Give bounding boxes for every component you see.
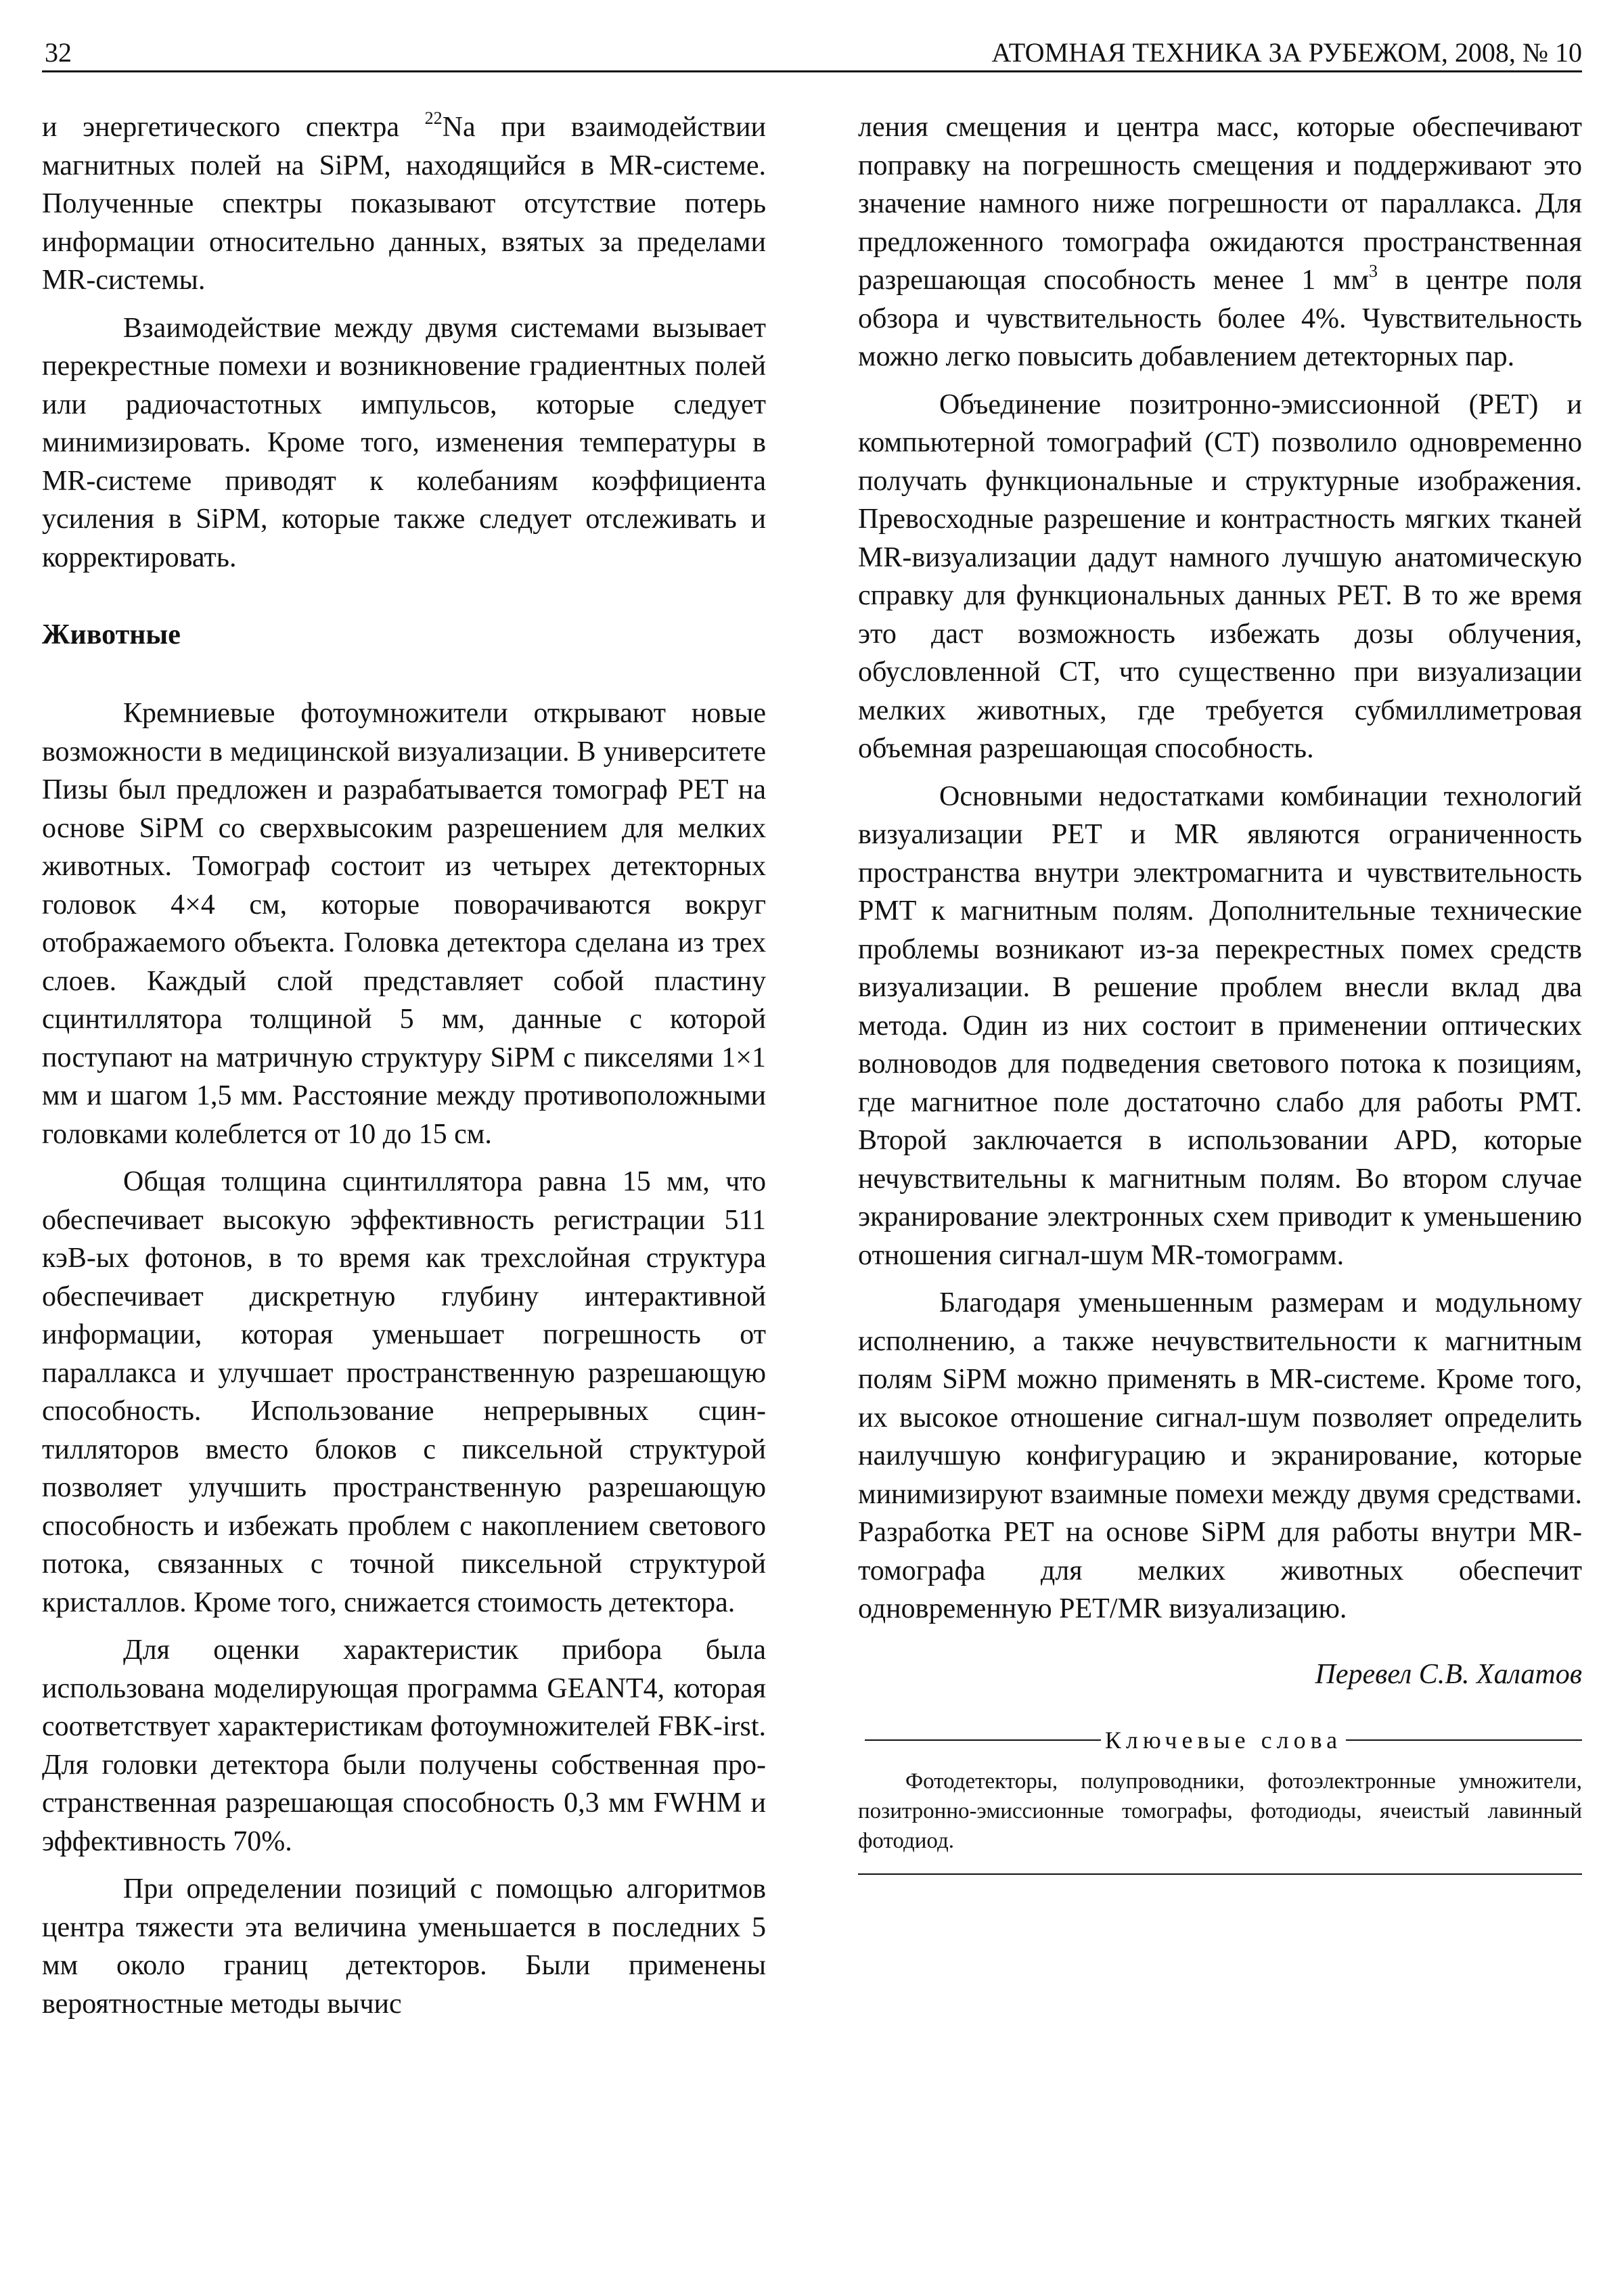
page-number: 32	[45, 37, 72, 68]
divider	[1346, 1739, 1582, 1741]
paragraph: Взаимодействие между двумя системами вызывает перекрестные помехи и возникновение градиентных полей или радиочастотных импульсов, которые следует минимизировать. Кроме того, изменения температуры в MR-системе приводят к колебаниям коэффициента усиления в SiPM, которые также следует отслеживать и корректировать.	[42, 312, 766, 573]
translator-credit: Перевел С.В. Халатов	[1315, 1658, 1582, 1690]
keywords-box	[858, 1723, 1582, 1875]
paragraph: Благодаря уменьшенным размерам и модульному исполнению, а также нечувствительности к магнитным полям SiPM можно применять в MR-системе. Кроме того, их высокое отношение сигнал-шум позволяет определить наилучшую конфигурацию и экранирование, которые минимизируют взаимные помехи между двумя средствами. Разработка PET на основе SiPM для работы внутри MR-томографа для мелких животных обеспечит одновременную PET/MR визуализацию.	[858, 1287, 1582, 1624]
superscript-mass-number: 22	[424, 108, 443, 128]
section-heading: Животные	[42, 619, 181, 650]
superscript-cubic: 3	[1369, 261, 1378, 281]
paragraph: Для оценки характеристик прибора была использована моделирующая программа GEANT4, которая соответствует характеристикам фотоумножителей FBK-irst. Для головки детектора были получены собственная пространственная разрешающая способность 0,3 мм FWHM и эффективность 70%.	[42, 1635, 766, 1857]
paragraph-text: в центре поля обзора и чувствительность более 4%. Чувствительность можно легко повысить добавлением детекторных пар.	[858, 265, 1582, 372]
paragraph-text: и энергетического спектра	[42, 112, 425, 143]
paragraph: Основными недостатками комбинации технологий визуализации PET и MR являются ограниченность пространства внутри электромагнита и чувствительность PMT к магнитным полям. Дополнительные технические проблемы возникают из-за перекрестных помех средств визуализации. В решение проблем внесли вклад два метода. Один из них состоит в применении оптических волноводов для подведения светового потока к позициям, где магнитное поле достаточно слабо для работы PMT. Второй заключается в использовании APD, которые нечувствительны к магнитным полям. Во втором случае экранирование электронных схем приводит к уменьшению отношения сигнал-шум MR-томограмм.	[858, 780, 1582, 1271]
keywords-heading	[858, 1723, 1582, 1757]
paragraph: Общая толщина сцинтиллятора равна 15 мм, что обеспечивает высокую эффективность регистрации 511 кэВ-ых фотонов, в то время как трехслойная структура обеспечивает дискретную глубину интерактивной информации, которая уменьшает погрешность от параллакса и улучшает пространственную разрешающую способность. Использование непрерывных сцинтилляторов вместо блоков с пиксельной структурой позволяет улучшить пространственную разрешающую способность и избежать проблем с накоплением светового потока, связанных с точной пиксельной структурой кристаллов. Кроме того, снижается стоимость детектора.	[42, 1166, 766, 1618]
paragraph: Объединение позитронно-эмиссионной (PET) и компьютерной томографий (CT) позволило одновременно получать функциональные и структурные изображения. Превосходные разрешение и контрастность мягких тканей MR-визуализации дадут намного лучшую анатомическую справку для функциональных данных PET. В то же время это даст возможность избежать дозы облучения, обусловленной CT, что существенно при визуализации мелких животных, где требуется субмиллиметровая объемная разрешающая способность.	[858, 388, 1582, 764]
running-header	[42, 28, 1582, 72]
paragraph: При определении позиций с помощью алгоритмов центра тяжести эта величина уменьшается в последних 5 мм около границ детекторов. Были применены вероятностные методы вычис	[42, 1873, 766, 2020]
right-column	[858, 108, 1582, 2023]
paragraph-text: ления смещения и центра масс, которые обеспечивают поправку на погрешность смещения и поддерживают это значение намного ниже погрешности от параллакса. Для предложенного томографа ожидаются пространственная разрешающая способность менее 1 мм	[858, 112, 1582, 296]
keywords-text: Фотодетекторы, полупроводники, фотоэлектронные умножители, позитронно-эмиссионные томографы, фотодиоды, ячеистый лавинный фотодиод.	[858, 1766, 1582, 1875]
journal-title: АТОМНАЯ ТЕХНИКА ЗА РУБЕЖОМ, 2008, № 10	[991, 37, 1582, 68]
paragraph	[858, 108, 1582, 376]
keywords-title: Ключевые слова	[1104, 1726, 1343, 1754]
paragraph	[42, 108, 766, 300]
left-column	[42, 108, 766, 2023]
divider	[865, 1739, 1101, 1741]
article-body	[42, 108, 1582, 2023]
paragraph: Кремниевые фотоумножители открывают новые возможности в медицинской визуализации. В университете Пизы был предложен и разрабатывается томограф PET на основе SiPM со сверхвысоким разрешением для мелких животных. Томограф состоит из четырех детекторных головок 4×4 см, которые поворачиваются вокруг отображаемого объекта. Головка детектора сделана из трех слоев. Каждый слой представляет собой пластину сцинтиллятора толщиной 5 мм, данные с которой поступают на матричную структуру SiPM с пикселями 1×1 мм и шагом 1,5 мм. Расстояние между противоположными головками колеблется от 10 до 15 см.	[42, 698, 766, 1150]
paragraph-text: Na при взаимодействии магнитных полей на SiPM, находящийся в MR-системе. Полученные спектры показывают отсутствие потерь информации относительно данных, взятых за пределами MR-системы.	[42, 112, 766, 296]
